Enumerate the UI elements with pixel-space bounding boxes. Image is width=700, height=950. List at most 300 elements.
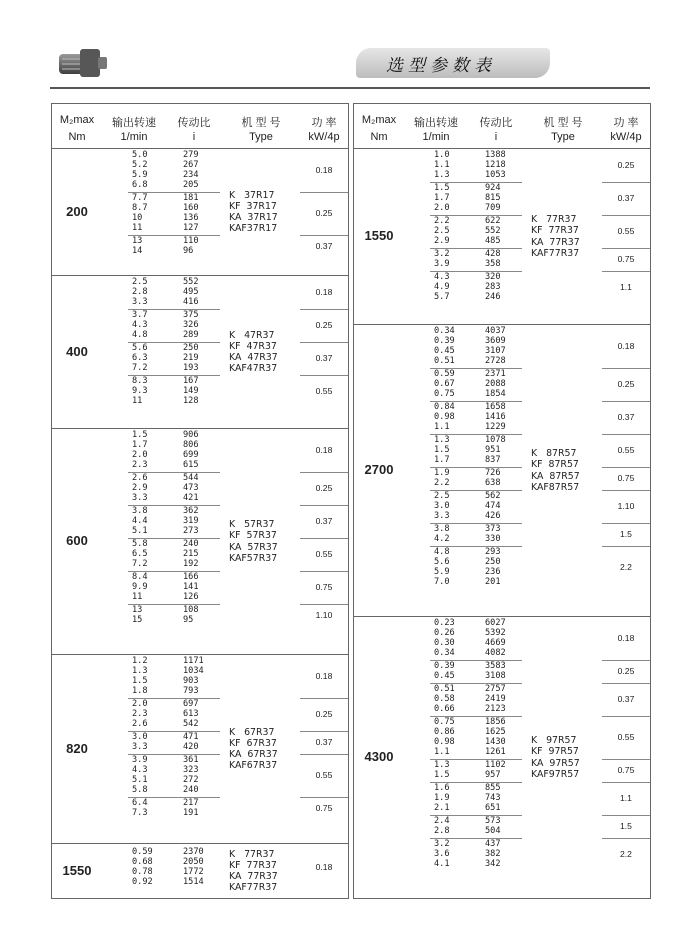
speed-value: 13 <box>132 605 143 616</box>
column-header-c3-top: 传动比 <box>479 117 513 129</box>
power-value: 0.25 <box>315 320 333 331</box>
speed-value: 1.0 <box>434 150 450 161</box>
ratio-value: 205 <box>183 180 199 191</box>
speed-value: 3.8 <box>132 506 148 517</box>
ratio-value: 4082 <box>485 648 506 659</box>
ratio-value: 2419 <box>485 694 506 705</box>
model-type: KF 37R17 <box>229 200 277 212</box>
ratio-value: 320 <box>485 272 501 283</box>
speed-value: 2.9 <box>434 236 450 247</box>
power-value: 0.18 <box>315 165 333 176</box>
ratio-values <box>485 183 501 213</box>
speed-values <box>132 732 148 752</box>
power-divider <box>300 192 348 193</box>
model-list <box>531 214 580 259</box>
ratio-value: 474 <box>485 501 501 512</box>
power-value: 0.37 <box>315 737 333 748</box>
power-divider <box>300 698 348 699</box>
power-value: 0.37 <box>315 353 333 364</box>
ratio-value: 1856 <box>485 717 506 728</box>
model-type: KA 77R37 <box>531 236 580 248</box>
model-list <box>531 735 580 780</box>
model-list <box>229 519 278 564</box>
speed-value: 3.3 <box>434 511 450 522</box>
speed-value: 6.4 <box>132 798 148 809</box>
ratio-value: 362 <box>183 506 199 517</box>
power-value: 0.75 <box>617 765 635 776</box>
speed-values <box>132 193 148 233</box>
power-divider <box>300 235 348 236</box>
speed-value: 3.9 <box>132 755 148 766</box>
power-value: 1.10 <box>617 501 635 512</box>
power-value: 0.25 <box>617 160 635 171</box>
ratio-values <box>485 524 501 544</box>
speed-value: 2.5 <box>434 226 450 237</box>
speed-value: 4.8 <box>434 547 450 558</box>
power-value: 0.55 <box>315 770 333 781</box>
model-list <box>229 727 278 772</box>
page-title: 选型参数表 <box>386 56 496 76</box>
ratio-value: 2050 <box>183 857 204 867</box>
ratio-value: 272 <box>183 775 199 786</box>
ratio-value: 573 <box>485 816 501 827</box>
speed-values <box>132 277 148 307</box>
model-type: KF 97R57 <box>531 746 579 758</box>
gear-motor-icon <box>58 45 108 81</box>
speed-values <box>434 760 450 780</box>
speed-value: 3.6 <box>434 849 450 860</box>
ratio-value: 4669 <box>485 638 506 649</box>
ratio-value: 246 <box>485 292 501 303</box>
power-divider <box>300 505 348 506</box>
model-type: KAF77R37 <box>229 882 278 894</box>
ratio-value: 160 <box>183 203 199 214</box>
ratio-values <box>183 755 199 795</box>
speed-value: 5.0 <box>132 150 148 161</box>
power-divider <box>300 797 348 798</box>
speed-value: 1.3 <box>132 666 148 677</box>
speed-value: 1.2 <box>132 656 148 667</box>
ratio-value: 613 <box>183 709 199 720</box>
torque-group <box>354 616 650 898</box>
speed-value: 8.3 <box>132 376 148 387</box>
right-table <box>353 103 651 899</box>
power-divider <box>602 467 650 468</box>
model-type: KF 67R37 <box>229 737 277 749</box>
power-value: 0.55 <box>617 226 635 237</box>
speed-value: 3.3 <box>132 742 148 753</box>
speed-value: 4.8 <box>132 330 148 341</box>
speed-value: 0.51 <box>434 356 455 367</box>
ratio-value: 283 <box>485 282 501 293</box>
ratio-value: 815 <box>485 193 501 204</box>
ratio-values <box>485 435 506 465</box>
ratio-value: 215 <box>183 549 199 560</box>
ratio-values <box>485 717 506 757</box>
torque-group <box>52 843 348 898</box>
ratio-value: 181 <box>183 193 199 204</box>
ratio-value: 562 <box>485 491 501 502</box>
speed-values <box>434 547 450 587</box>
speed-value: 14 <box>132 246 143 257</box>
ratio-value: 323 <box>183 765 199 776</box>
speed-value: 3.0 <box>132 732 148 743</box>
torque-group <box>52 148 348 275</box>
speed-value: 2.9 <box>132 483 148 494</box>
ratio-values <box>183 343 199 373</box>
speed-value: 5.8 <box>132 785 148 796</box>
model-type: KF 87R57 <box>531 459 579 471</box>
speed-value: 1.5 <box>434 445 450 456</box>
ratio-value: 426 <box>485 511 501 522</box>
speed-value: 2.3 <box>132 460 148 471</box>
power-divider <box>602 716 650 717</box>
ratio-values <box>485 216 501 246</box>
power-divider <box>602 490 650 491</box>
speed-value: 6.5 <box>132 549 148 560</box>
model-type: KA 57R37 <box>229 541 278 553</box>
power-divider <box>602 271 650 272</box>
power-divider <box>300 731 348 732</box>
speed-values <box>434 435 450 465</box>
ratio-values <box>183 376 199 406</box>
ratio-value: 167 <box>183 376 199 387</box>
power-divider <box>602 782 650 783</box>
ratio-value: 552 <box>183 277 199 288</box>
ratio-values <box>183 236 199 256</box>
speed-value: 2.0 <box>132 450 148 461</box>
ratio-value: 1034 <box>183 666 204 677</box>
speed-value: 7.3 <box>132 808 148 819</box>
power-divider <box>602 683 650 684</box>
column-header-c5-bot: kW/4p <box>610 131 642 143</box>
ratio-value: 193 <box>183 363 199 374</box>
speed-value: 5.9 <box>434 567 450 578</box>
speed-values <box>132 798 148 818</box>
speed-value: 5.9 <box>132 170 148 181</box>
speed-values <box>132 699 148 729</box>
speed-values <box>434 839 450 869</box>
speed-values <box>132 310 148 340</box>
speed-value: 1.1 <box>434 422 450 433</box>
speed-value: 0.26 <box>434 628 455 639</box>
model-type: KF 77R37 <box>229 859 277 871</box>
speed-value: 1.9 <box>434 468 450 479</box>
model-type: K 87R57 <box>531 448 577 459</box>
speed-value: 0.68 <box>132 857 153 867</box>
speed-value: 1.5 <box>434 770 450 781</box>
ratio-value: 951 <box>485 445 501 456</box>
ratio-value: 240 <box>183 785 199 796</box>
speed-value: 1.3 <box>434 760 450 771</box>
ratio-value: 240 <box>183 539 199 550</box>
speed-value: 4.9 <box>434 282 450 293</box>
ratio-values <box>183 539 199 569</box>
power-divider <box>602 182 650 183</box>
ratio-value: 437 <box>485 839 501 850</box>
column-header-c5-top: 功 率 <box>311 117 337 129</box>
speed-value: 5.6 <box>434 557 450 568</box>
speed-value: 0.59 <box>132 847 153 857</box>
column-header-c3-bot: i <box>192 131 196 143</box>
ratio-value: 428 <box>485 249 501 260</box>
speed-value: 1.5 <box>434 183 450 194</box>
model-type: K 37R17 <box>229 189 275 201</box>
column-header-c1-top: M₂max <box>361 114 397 126</box>
ratio-value: 709 <box>485 203 501 214</box>
model-type: K 77R37 <box>531 214 577 225</box>
ratio-values <box>485 618 506 658</box>
ratio-value: 1218 <box>485 160 506 171</box>
ratio-value: 361 <box>183 755 199 766</box>
speed-value: 5.6 <box>132 343 148 354</box>
speed-value: 0.58 <box>434 694 455 705</box>
speed-values <box>434 183 450 213</box>
speed-value: 3.0 <box>434 501 450 512</box>
ratio-value: 504 <box>485 826 501 837</box>
ratio-values <box>183 732 199 752</box>
model-list <box>531 448 580 493</box>
ratio-value: 699 <box>183 450 199 461</box>
ratio-value: 1658 <box>485 402 506 413</box>
ratio-value: 319 <box>183 516 199 527</box>
model-type: KAF97R57 <box>531 768 580 780</box>
torque-group <box>354 324 650 616</box>
speed-values <box>132 376 148 406</box>
ratio-value: 217 <box>183 798 199 809</box>
speed-value: 2.5 <box>132 277 148 288</box>
ratio-value: 2088 <box>485 379 506 390</box>
speed-value: 0.59 <box>434 369 455 380</box>
model-type: KA 77R37 <box>229 871 278 883</box>
model-type: KAF87R57 <box>531 481 580 493</box>
speed-value: 2.4 <box>434 816 450 827</box>
ratio-values <box>485 839 501 869</box>
power-divider <box>602 759 650 760</box>
ratio-value: 697 <box>183 699 199 710</box>
ratio-value: 127 <box>183 223 199 234</box>
ratio-value: 1261 <box>485 747 506 758</box>
speed-value: 0.98 <box>434 737 455 748</box>
model-type: KA 87R57 <box>531 470 580 482</box>
ratio-values <box>485 783 501 813</box>
model-type: KF 47R37 <box>229 340 277 352</box>
speed-value: 0.78 <box>132 867 153 877</box>
column-header-c2-bot: 1/min <box>422 131 450 143</box>
left-table <box>51 103 349 899</box>
speed-values <box>434 524 450 544</box>
power-value: 0.55 <box>617 445 635 456</box>
ratio-value: 1416 <box>485 412 506 423</box>
ratio-value: 166 <box>183 572 199 583</box>
ratio-value: 5392 <box>485 628 506 639</box>
torque-value: 1550 <box>62 862 92 878</box>
power-divider <box>602 838 650 839</box>
ratio-values <box>183 798 199 818</box>
speed-value: 7.0 <box>434 577 450 588</box>
ratio-value: 358 <box>485 259 501 270</box>
ratio-value: 273 <box>183 526 199 537</box>
speed-value: 15 <box>132 615 143 626</box>
ratio-values <box>183 572 199 602</box>
speed-value: 9.9 <box>132 582 148 593</box>
speed-values <box>434 402 455 432</box>
speed-values <box>434 326 455 366</box>
power-value: 0.75 <box>617 473 635 484</box>
column-header-c2-top: 输出转速 <box>414 117 458 129</box>
speed-value: 3.3 <box>132 493 148 504</box>
ratio-value: 95 <box>183 615 194 626</box>
ratio-value: 267 <box>183 160 199 171</box>
power-value: 1.1 <box>620 282 632 293</box>
speed-values <box>132 506 148 536</box>
speed-values <box>434 618 455 658</box>
speed-values <box>132 430 148 470</box>
torque-value: 4300 <box>364 749 394 764</box>
ratio-value: 1102 <box>485 760 506 771</box>
speed-value: 1.1 <box>434 747 450 758</box>
column-header-c3-top: 传动比 <box>177 117 211 129</box>
power-divider <box>602 546 650 547</box>
speed-value: 3.9 <box>434 259 450 270</box>
ratio-value: 906 <box>183 430 199 441</box>
column-header-c5-top: 功 率 <box>613 117 639 129</box>
ratio-values <box>485 547 501 587</box>
torque-value: 1550 <box>364 228 394 243</box>
ratio-value: 1229 <box>485 422 506 433</box>
model-list <box>229 190 278 235</box>
ratio-value: 726 <box>485 468 501 479</box>
column-header-c1-bot: Nm <box>68 131 86 143</box>
ratio-value: 250 <box>183 343 199 354</box>
speed-values <box>434 369 455 399</box>
power-value: 0.18 <box>617 341 635 352</box>
model-type: KAF67R37 <box>229 760 278 772</box>
speed-value: 2.8 <box>434 826 450 837</box>
model-type: K 97R57 <box>531 735 577 746</box>
ratio-value: 373 <box>485 524 501 535</box>
power-value: 0.18 <box>315 287 333 298</box>
ratio-value: 806 <box>183 440 199 451</box>
ratio-value: 485 <box>485 236 501 247</box>
header-rule <box>50 87 650 89</box>
speed-value: 4.3 <box>132 320 148 331</box>
column-header-c1-top: M₂max <box>59 114 95 126</box>
ratio-value: 96 <box>183 246 194 257</box>
ratio-value: 837 <box>485 455 501 466</box>
speed-values <box>132 847 153 887</box>
ratio-value: 638 <box>485 478 501 489</box>
speed-values <box>132 605 142 625</box>
power-value: 0.75 <box>617 254 635 265</box>
ratio-value: 126 <box>183 592 199 603</box>
torque-group <box>52 428 348 654</box>
speed-value: 6.3 <box>132 353 148 364</box>
ratio-values <box>485 468 501 488</box>
power-value: 0.55 <box>617 732 635 743</box>
ratio-value: 420 <box>183 742 199 753</box>
speed-values <box>132 236 142 256</box>
ratio-value: 128 <box>183 396 199 407</box>
ratio-values <box>183 430 199 470</box>
page-header <box>0 0 700 100</box>
speed-value: 5.1 <box>132 775 148 786</box>
power-divider <box>300 342 348 343</box>
speed-value: 7.2 <box>132 363 148 374</box>
model-type: KAF77R37 <box>531 247 580 259</box>
ratio-values <box>485 249 501 269</box>
ratio-value: 201 <box>485 577 501 588</box>
model-type: KF 57R37 <box>229 530 277 542</box>
speed-value: 2.2 <box>434 478 450 489</box>
speed-value: 0.84 <box>434 402 455 413</box>
column-header-c2-top: 输出转速 <box>112 117 156 129</box>
power-value: 0.75 <box>315 803 333 814</box>
ratio-value: 108 <box>183 605 199 616</box>
column-header-c1-bot: Nm <box>370 131 388 143</box>
ratio-value: 141 <box>183 582 199 593</box>
speed-value: 11 <box>132 592 143 603</box>
ratio-values <box>183 150 199 190</box>
speed-value: 0.45 <box>434 346 455 357</box>
speed-value: 0.39 <box>434 336 455 347</box>
title-banner <box>356 48 550 78</box>
speed-value: 0.66 <box>434 704 455 715</box>
column-header-c5-bot: kW/4p <box>308 131 340 143</box>
power-value: 0.25 <box>315 709 333 720</box>
speed-value: 0.86 <box>434 727 455 738</box>
speed-value: 5.7 <box>434 292 450 303</box>
ratio-values <box>485 491 501 521</box>
ratio-value: 1514 <box>183 877 204 887</box>
speed-value: 5.1 <box>132 526 148 537</box>
speed-value: 3.8 <box>434 524 450 535</box>
power-value: 0.37 <box>315 516 333 527</box>
speed-value: 0.34 <box>434 648 455 659</box>
speed-values <box>434 816 450 836</box>
speed-values <box>132 755 148 795</box>
ratio-values <box>183 605 199 625</box>
ratio-value: 136 <box>183 213 199 224</box>
speed-values <box>434 783 450 813</box>
speed-value: 11 <box>132 223 143 234</box>
power-divider <box>602 815 650 816</box>
model-type: K 77R37 <box>229 848 275 860</box>
power-value: 2.2 <box>620 562 632 573</box>
ratio-values <box>485 661 506 681</box>
speed-value: 1.7 <box>132 440 148 451</box>
ratio-value: 1625 <box>485 727 506 738</box>
ratio-value: 421 <box>183 493 199 504</box>
torque-value: 2700 <box>364 462 394 477</box>
speed-value: 2.0 <box>132 699 148 710</box>
power-value: 0.55 <box>315 386 333 397</box>
power-value: 1.5 <box>620 821 632 832</box>
power-value: 0.37 <box>617 193 635 204</box>
model-type: K 47R37 <box>229 329 275 341</box>
model-type: KAF37R17 <box>229 223 278 235</box>
speed-values <box>434 249 450 269</box>
speed-values <box>434 491 450 521</box>
torque-value: 820 <box>66 740 88 756</box>
power-value: 0.25 <box>315 208 333 219</box>
speed-values <box>132 343 148 373</box>
ratio-value: 651 <box>485 803 501 814</box>
power-value: 0.37 <box>315 241 333 252</box>
ratio-value: 234 <box>183 170 199 181</box>
power-value: 2.2 <box>620 849 632 860</box>
speed-value: 2.5 <box>434 491 450 502</box>
